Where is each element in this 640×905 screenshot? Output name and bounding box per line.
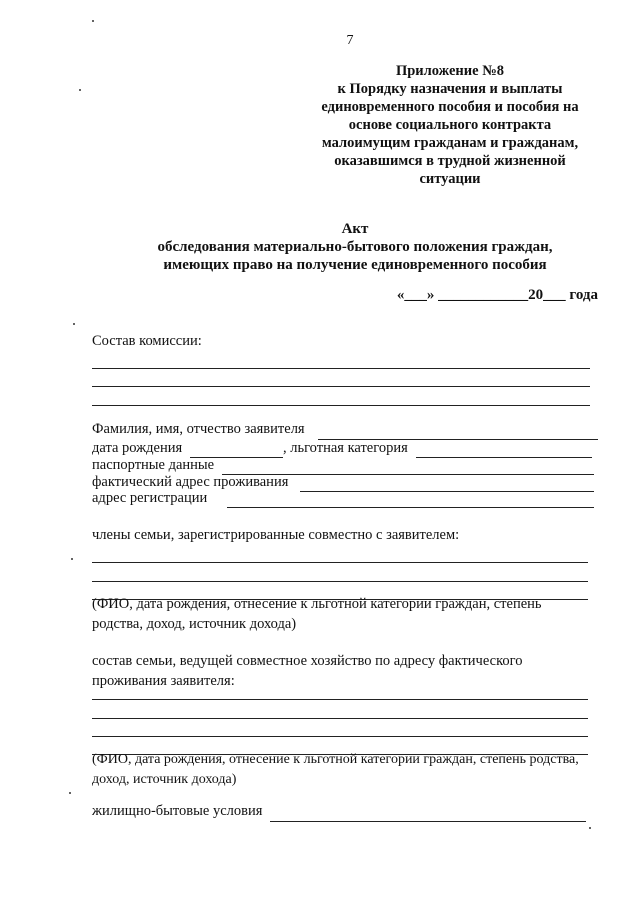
household-blank-line [92,736,588,737]
scan-speck [589,827,591,829]
fio-label: Фамилия, имя, отчество заявителя [92,421,305,437]
actual-address-blank [300,491,594,492]
title-line-2: обследования материально-бытового положения граждан, [157,239,553,255]
living-conditions-label: жилищно-бытовые условия [92,803,263,819]
commission-blank-line [92,386,590,387]
appendix-line: основе социального контракта [348,117,552,133]
document-title [60,220,640,274]
passport-label: паспортные данные [92,457,215,473]
benefit-category-blank [416,457,592,458]
appendix-line: к Порядку назначения и выплаты [337,81,563,97]
family-blank-line [92,562,588,563]
appendix-line: Приложение №8 [395,63,505,79]
scan-speck [71,558,73,560]
scan-speck [69,792,71,794]
family-hint-2 [92,750,590,790]
family-registered-label: члены семьи, зарегистрированные совместно с заявителем: [92,527,460,543]
scan-speck [73,323,75,325]
benefit-category-label: , льготная категория [283,440,408,456]
date-line: «___» ____________20___ года [396,287,598,303]
title-line-act: Акт [341,221,369,237]
hint-line: (ФИО, дата рождения, отнесение к льготной категории граждан, степень родства, [92,752,579,767]
registration-address-label: адрес регистрации [92,490,208,506]
hint-line: родства, доход, источник дохода) [92,616,297,632]
family-hint-1 [92,594,590,634]
appendix-line: малоимущим гражданам и гражданам, [321,135,579,151]
hint-line: доход, источник дохода) [92,772,237,787]
living-conditions-blank [270,821,586,822]
commission-label: Состав комиссии: [92,333,202,349]
household-label [92,651,594,691]
household-blank-line [92,699,588,700]
page-number: 7 [346,33,354,48]
birth-date-label: дата рождения [92,440,183,456]
household-blank-line [92,718,588,719]
title-line-3: имеющих право на получение единовременного пособия [163,257,547,273]
appendix-line: ситуации [419,171,481,187]
household-line: состав семьи, ведущей совместное хозяйство по адресу фактического [92,653,523,669]
hint-line: (ФИО, дата рождения, отнесение к льготной категории граждан, степень [92,596,542,612]
scan-speck [79,89,81,91]
appendix-line: оказавшимся в трудной жизненной [334,153,566,169]
appendix-header [300,62,600,188]
scan-speck [92,20,94,22]
household-line: проживания заявителя: [92,673,235,689]
commission-blank-line [92,405,590,406]
commission-blank-line [92,368,590,369]
registration-address-blank [227,507,594,508]
actual-address-label: фактический адрес проживания [92,474,289,490]
family-blank-line [92,581,588,582]
appendix-line: единовременного пособия и пособия на [321,99,579,115]
